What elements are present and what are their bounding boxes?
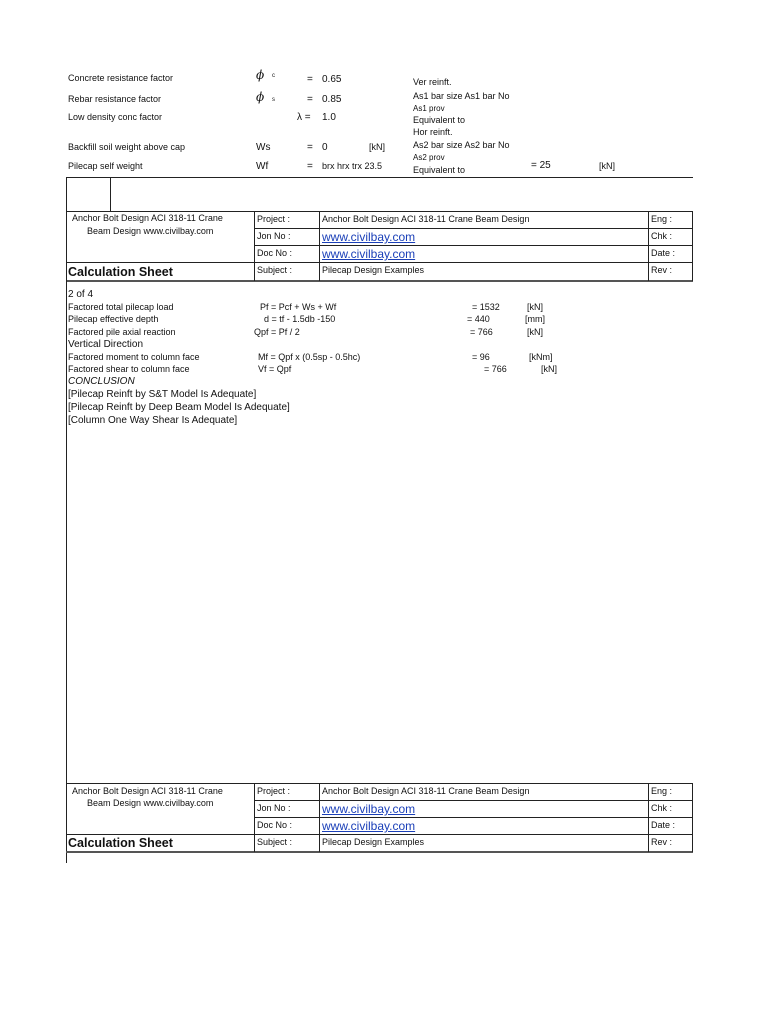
subject-value: Pilecap Design Examples <box>322 837 425 847</box>
divider <box>66 177 67 211</box>
calc-row-value: = 440 <box>467 314 490 324</box>
divider <box>66 211 693 212</box>
equals-sign: = <box>307 74 313 85</box>
date-label: Date : <box>651 820 676 830</box>
chk-label: Chk : <box>651 231 673 241</box>
page-counter: 2 of 4 <box>68 289 94 300</box>
company-line-1: Anchor Bolt Design ACI 318-11 Crane <box>72 786 223 796</box>
divider <box>254 783 255 852</box>
project-value: Anchor Bolt Design ACI 318-11 Crane Beam Design <box>322 214 530 224</box>
phi-symbol: ϕ <box>256 90 265 104</box>
divider <box>648 211 649 281</box>
calc-row-value: = 1532 <box>472 302 500 312</box>
doc-link[interactable]: www.civilbay.com <box>322 247 416 261</box>
concrete-factor-value: 0.65 <box>322 74 342 85</box>
divider <box>692 783 693 852</box>
phi-symbol: ϕ <box>256 68 265 82</box>
job-link[interactable]: www.civilbay.com <box>322 802 416 816</box>
calc-row-value: = 766 <box>484 364 507 374</box>
selfweight-label: Pilecap self weight <box>68 161 143 171</box>
divider <box>66 262 693 263</box>
company-line-1: Anchor Bolt Design ACI 318-11 Crane <box>72 213 223 223</box>
divider <box>66 211 67 281</box>
calc-row-unit: [kN] <box>541 364 558 374</box>
backfill-value: 0 <box>322 142 328 153</box>
backfill-symbol: Ws <box>256 142 271 153</box>
conclusion-heading: CONCLUSION <box>68 376 135 387</box>
as1-prov-label: As1 prov <box>413 104 445 113</box>
section-heading: Vertical Direction <box>68 339 144 350</box>
project-value: Anchor Bolt Design ACI 318-11 Crane Beam Design <box>322 786 530 796</box>
date-label: Date : <box>651 248 676 258</box>
divider <box>110 177 111 211</box>
selfweight-expression: brx hrx trx 23.5 <box>322 161 383 171</box>
backfill-label: Backfill soil weight above cap <box>68 142 186 152</box>
low-density-value: 1.0 <box>322 112 336 123</box>
selfweight-result: = 25 <box>531 160 551 171</box>
selfweight-symbol: Wf <box>256 161 269 172</box>
calc-row-label: Factored shear to column face <box>68 364 190 374</box>
calc-row-label: Factored total pilecap load <box>68 302 174 312</box>
divider <box>66 834 693 835</box>
divider <box>319 211 320 281</box>
project-label: Project : <box>257 214 291 224</box>
doc-label: Doc No : <box>257 248 293 258</box>
calc-row-unit: [kNm] <box>529 352 553 362</box>
as2-bar-label: As2 bar size As2 bar No <box>413 140 510 150</box>
as2-prov-label: As2 prov <box>413 153 445 162</box>
rebar-factor-label: Rebar resistance factor <box>68 94 162 104</box>
conclusion-item: [Pilecap Reinft by Deep Beam Model Is Adequate] <box>68 402 290 413</box>
as1-bar-label: As1 bar size As1 bar No <box>413 91 510 101</box>
calc-row-unit: [kN] <box>527 302 544 312</box>
job-link[interactable]: www.civilbay.com <box>322 230 416 244</box>
rev-label: Rev : <box>651 837 673 847</box>
phi-subscript: c <box>272 73 275 79</box>
lambda-symbol: λ = <box>297 112 311 123</box>
hor-reinft-label: Hor reinft. <box>413 127 453 137</box>
divider <box>66 177 406 178</box>
equals-sign: = <box>307 94 313 105</box>
divider <box>66 783 693 784</box>
eng-label: Eng : <box>651 214 673 224</box>
calc-row-unit: [mm] <box>525 314 545 324</box>
divider <box>648 783 649 852</box>
rev-label: Rev : <box>651 265 673 275</box>
divider <box>254 211 255 281</box>
company-line-2: Beam Design www.civilbay.com <box>87 226 214 236</box>
rebar-factor-value: 0.85 <box>322 94 342 105</box>
phi-subscript: s <box>272 97 275 103</box>
subject-label: Subject : <box>257 265 293 275</box>
job-label: Jon No : <box>257 231 291 241</box>
conclusion-item: [Column One Way Shear Is Adequate] <box>68 415 238 426</box>
calc-row-formula: d = tf - 1.5db -150 <box>264 314 336 324</box>
calc-row-value: = 766 <box>470 327 493 337</box>
conclusion-item: [Pilecap Reinft by S&T Model Is Adequate] <box>68 389 257 400</box>
equivalent-to-label: Equivalent to <box>413 165 466 175</box>
divider <box>319 783 320 852</box>
divider <box>66 851 693 853</box>
doc-link[interactable]: www.civilbay.com <box>322 819 416 833</box>
calculation-sheet-title: Calculation Sheet <box>68 836 173 850</box>
job-label: Jon No : <box>257 803 291 813</box>
calculation-sheet-title: Calculation Sheet <box>68 265 173 279</box>
calc-row-value: = 96 <box>472 352 490 362</box>
page-margin-line <box>66 281 67 863</box>
equivalent-to-label: Equivalent to <box>413 115 466 125</box>
equals-sign: = <box>307 161 313 172</box>
calc-row-formula: Mf = Qpf x (0.5sp - 0.5hc) <box>258 352 361 362</box>
divider <box>692 211 693 281</box>
subject-value: Pilecap Design Examples <box>322 265 425 275</box>
calc-row-unit: [kN] <box>527 327 544 337</box>
calc-row-formula: Qpf = Pf / 2 <box>254 327 300 337</box>
equals-sign: = <box>307 142 313 153</box>
concrete-factor-label: Concrete resistance factor <box>68 73 174 83</box>
calc-row-label: Factored pile axial reaction <box>68 327 176 337</box>
project-label: Project : <box>257 786 291 796</box>
chk-label: Chk : <box>651 803 673 813</box>
doc-label: Doc No : <box>257 820 293 830</box>
backfill-unit: [kN] <box>369 142 386 152</box>
calc-row-formula: Pf = Pcf + Ws + Wf <box>260 302 337 312</box>
calc-row-label: Pilecap effective depth <box>68 314 159 324</box>
calc-row-formula: Vf = Qpf <box>258 364 292 374</box>
divider <box>66 280 693 282</box>
ver-reinft-label: Ver reinft. <box>413 77 452 87</box>
low-density-label: Low density conc factor <box>68 112 163 122</box>
subject-label: Subject : <box>257 837 293 847</box>
divider <box>406 177 693 178</box>
company-line-2: Beam Design www.civilbay.com <box>87 798 214 808</box>
calc-row-label: Factored moment to column face <box>68 352 200 362</box>
eng-label: Eng : <box>651 786 673 796</box>
selfweight-result-unit: [kN] <box>599 161 616 171</box>
